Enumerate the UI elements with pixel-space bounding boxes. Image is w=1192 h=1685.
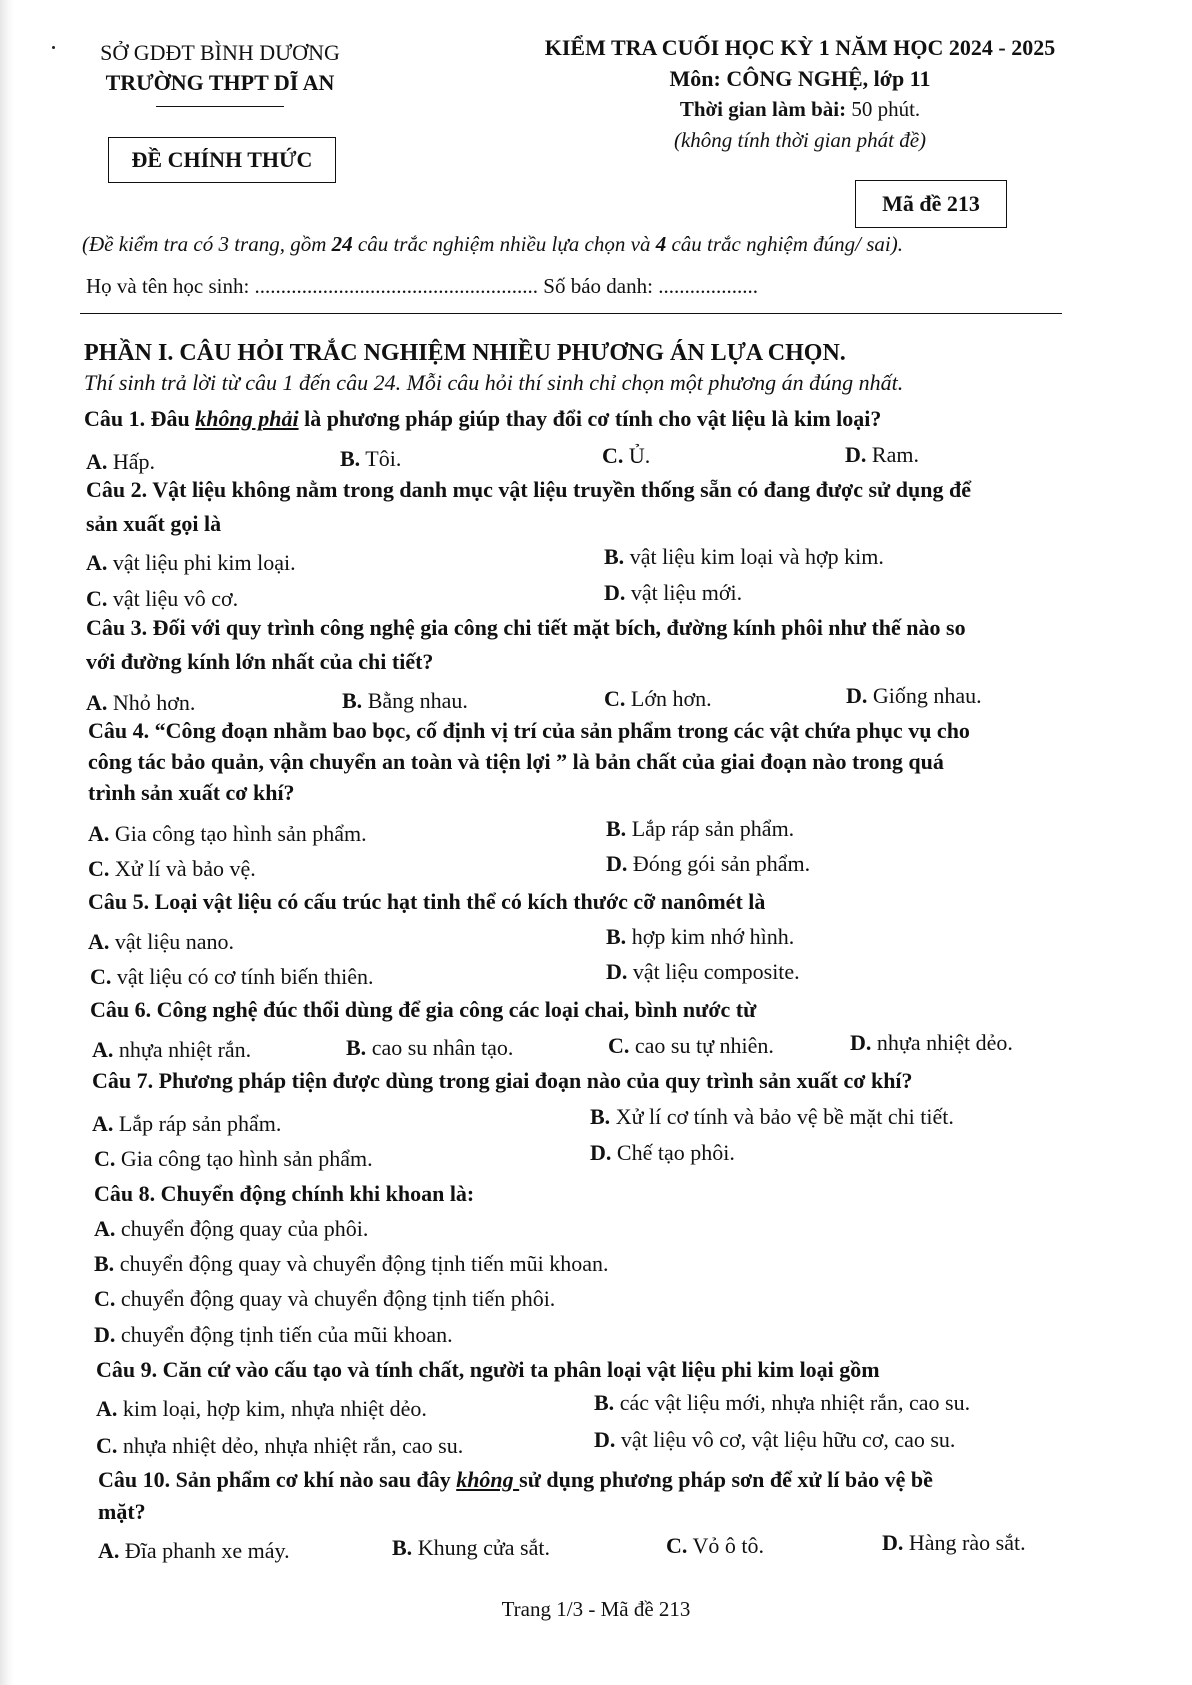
question-2: [86, 476, 1126, 538]
note-tf-count: 4: [655, 232, 667, 256]
option-key: B.: [392, 1535, 413, 1560]
option-text: Khung cửa sắt.: [417, 1535, 550, 1560]
question-line: trình sản xuất cơ khí?: [88, 780, 295, 805]
option-text: Bằng nhau.: [367, 688, 468, 713]
q4-option-b: [606, 816, 794, 842]
option-key: C.: [96, 1433, 118, 1458]
q1-option-b: [340, 446, 401, 472]
scan-edge: [0, 0, 14, 1685]
question-3: [86, 614, 1126, 676]
note-pages: 3 trang: [218, 232, 280, 256]
q8-option-b: [94, 1251, 608, 1277]
option-text: cao su nhân tạo.: [371, 1035, 514, 1060]
question-9: Câu 9. Căn cứ vào cấu tạo và tính chất, người ta phân loại vật liệu phi kim loại gồm: [96, 1357, 880, 1382]
option-text: Giống nhau.: [872, 683, 982, 708]
header-right: [500, 32, 1100, 156]
q5-option-d: [606, 959, 800, 985]
q1-option-c: [602, 443, 650, 469]
page-footer: Trang 1/3 - Mã đề 213: [501, 1597, 691, 1621]
option-text: nhựa nhiệt dẻo.: [876, 1030, 1013, 1055]
option-text: kim loại, hợp kim, nhựa nhiệt dẻo.: [122, 1396, 427, 1421]
option-key: B.: [606, 924, 627, 949]
q2-option-d: [604, 580, 742, 606]
option-text: Đóng gói sản phẩm.: [632, 851, 811, 876]
student-info-line: Họ và tên học sinh: ...................................................... Số báo danh: ...................: [86, 274, 758, 298]
q4-option-c: [88, 856, 256, 882]
time-line: [500, 94, 1100, 125]
note-text: , gồm: [279, 232, 332, 256]
scan-dot: [52, 46, 55, 49]
option-text: chuyển động quay và chuyển động tịnh tiến phôi.: [120, 1286, 556, 1311]
option-key: C.: [604, 686, 626, 711]
q3-option-a: [86, 690, 195, 716]
option-key: C.: [94, 1286, 116, 1311]
option-key: C.: [88, 856, 110, 881]
option-text: Xử lí cơ tính và bảo vệ bề mặt chi tiết.: [615, 1104, 954, 1129]
option-key: C.: [90, 964, 112, 989]
q7-option-b: [590, 1104, 954, 1130]
option-key: B.: [590, 1104, 611, 1129]
q4-option-d: [606, 851, 810, 877]
q9-option-d: [594, 1427, 955, 1453]
q9-option-c: [96, 1433, 463, 1459]
question-text: Câu 1. Đâu: [84, 406, 196, 431]
q9-option-a: [96, 1396, 427, 1422]
option-text: Lớn hơn.: [630, 686, 712, 711]
time-note: (không tính thời gian phát đề): [673, 128, 927, 152]
header-left: [80, 38, 360, 107]
time-value: 50 phút.: [851, 97, 921, 121]
subject-line: Môn: CÔNG NGHỆ, lớp 11: [669, 66, 931, 91]
question-7: Câu 7. Phương pháp tiện được dùng trong giai đoạn nào của quy trình sản xuất cơ khí?: [92, 1068, 913, 1093]
q10-option-c: [666, 1533, 764, 1559]
option-key: B.: [342, 688, 363, 713]
option-text: Xử lí và bảo vệ.: [114, 856, 256, 881]
q2-option-a: [86, 550, 296, 576]
question-10: [98, 1466, 1138, 1526]
option-key: A.: [88, 929, 110, 954]
option-key: B.: [346, 1035, 367, 1060]
q3-option-c: [604, 686, 712, 712]
q8-option-c: [94, 1286, 555, 1312]
option-text: các vật liệu mới, nhựa nhiệt rắn, cao su.: [619, 1390, 971, 1415]
question-6: Câu 6. Công nghệ đúc thổi dùng để gia công các loại chai, bình nước từ: [90, 997, 757, 1022]
option-key: A.: [88, 821, 110, 846]
option-key: A.: [86, 690, 108, 715]
q6-option-d: [850, 1030, 1013, 1056]
question-text: sử dụng phương pháp sơn để xử lí bảo vệ bề: [519, 1467, 933, 1492]
option-key: D.: [882, 1530, 904, 1555]
option-key: B.: [94, 1251, 115, 1276]
option-key: D.: [606, 959, 628, 984]
option-key: A.: [86, 449, 108, 474]
q3-option-d: [846, 683, 982, 709]
option-key: A.: [96, 1396, 118, 1421]
option-key: B.: [340, 446, 361, 471]
question-text: là phương pháp giúp thay đổi cơ tính cho vật liệu là kim loại?: [298, 406, 882, 431]
q4-option-a: [88, 821, 367, 847]
option-text: chuyển động quay của phôi.: [120, 1216, 369, 1241]
question-line: công tác bảo quản, vận chuyển an toàn và tiện lợi ” là bản chất của giai đoạn nào trong quá: [88, 749, 944, 774]
q1-option-a: [86, 449, 155, 475]
school-name: TRƯỜNG THPT DĨ AN: [105, 70, 335, 95]
option-text: Ủ.: [628, 443, 651, 468]
part-subtitle: Thí sinh trả lời từ câu 1 đến câu 24. Mỗi câu hỏi thí sinh chỉ chọn một phương án đúng nhất.: [84, 370, 904, 395]
option-text: vật liệu mới.: [630, 580, 743, 605]
option-text: Hàng rào sắt.: [908, 1530, 1026, 1555]
option-text: nhựa nhiệt dẻo, nhựa nhiệt rắn, cao su.: [122, 1433, 464, 1458]
q6-option-b: [346, 1035, 513, 1061]
option-text: Vỏ ô tô.: [692, 1533, 764, 1558]
q3-option-b: [342, 688, 468, 714]
option-text: Lắp ráp sản phẩm.: [118, 1111, 282, 1136]
q7-option-a: [92, 1111, 281, 1137]
option-key: A.: [92, 1111, 114, 1136]
option-key: D.: [590, 1140, 612, 1165]
q8-option-a: [94, 1216, 368, 1242]
option-text: vật liệu composite.: [632, 959, 800, 984]
option-text: Hấp.: [112, 449, 156, 474]
q6-option-a: [92, 1037, 251, 1063]
option-text: vật liệu kim loại và hợp kim.: [629, 544, 884, 569]
question-line: mặt?: [98, 1499, 146, 1524]
q7-option-d: [590, 1140, 735, 1166]
q9-option-b: [594, 1390, 970, 1416]
option-text: hợp kim nhớ hình.: [631, 924, 795, 949]
option-key: C.: [602, 443, 624, 468]
question-line: sản xuất gọi là: [86, 511, 222, 536]
option-text: Ram.: [871, 442, 919, 467]
option-key: C.: [666, 1533, 688, 1558]
option-text: vật liệu vô cơ.: [112, 586, 239, 611]
option-key: A.: [86, 550, 108, 575]
option-key: A.: [92, 1037, 114, 1062]
q10-option-a: [98, 1538, 290, 1564]
option-key: A.: [94, 1216, 116, 1241]
note-text: câu trắc nghiệm đúng/ sai).: [666, 232, 904, 256]
header-rule: [156, 106, 284, 107]
option-text: cao su tự nhiên.: [634, 1033, 774, 1058]
exam-note: [82, 232, 903, 257]
q5-option-b: [606, 924, 794, 950]
question-line: Câu 2. Vật liệu không nằm trong danh mục vật liệu truyền thống sẵn có đang được sử dụng để: [86, 477, 971, 502]
option-text: vật liệu phi kim loại.: [112, 550, 296, 575]
q10-option-d: [882, 1530, 1026, 1556]
exam-code-box: Mã đề 213: [855, 180, 1007, 228]
option-text: chuyển động tịnh tiến của mũi khoan.: [120, 1322, 453, 1347]
option-text: vật liệu vô cơ, vật liệu hữu cơ, cao su.: [620, 1427, 956, 1452]
option-key: C.: [86, 586, 108, 611]
q2-option-b: [604, 544, 884, 570]
option-key: B.: [604, 544, 625, 569]
option-key: D.: [846, 683, 868, 708]
option-text: Chế tạo phôi.: [616, 1140, 735, 1165]
q2-option-c: [86, 586, 238, 612]
option-text: vật liệu nano.: [114, 929, 235, 954]
q6-option-c: [608, 1033, 774, 1059]
option-text: Đĩa phanh xe máy.: [124, 1538, 290, 1563]
option-key: B.: [594, 1390, 615, 1415]
official-label-box: ĐỀ CHÍNH THỨC: [108, 137, 336, 183]
question-1: [84, 405, 1124, 433]
option-key: D.: [604, 580, 626, 605]
question-emphasis: không: [456, 1467, 520, 1492]
question-text: Câu 10. Sản phẩm cơ khí nào sau đây: [98, 1467, 457, 1492]
option-key: D.: [594, 1427, 616, 1452]
option-text: Gia công tạo hình sản phẩm.: [114, 821, 367, 846]
option-key: D.: [845, 442, 867, 467]
question-4: [88, 717, 1128, 807]
question-5: Câu 5. Loại vật liệu có cấu trúc hạt tinh thể có kích thước cỡ nanômét là: [88, 889, 766, 914]
time-label: Thời gian làm bài:: [679, 97, 847, 121]
question-8: Câu 8. Chuyển động chính khi khoan là:: [94, 1181, 475, 1206]
option-key: A.: [98, 1538, 120, 1563]
part-title: PHẦN I. CÂU HỎI TRẮC NGHIỆM NHIỀU PHƯƠNG ÁN LỰA CHỌN.: [84, 340, 846, 366]
question-line: với đường kính lớn nhất của chi tiết?: [86, 649, 434, 674]
option-text: Nhỏ hơn.: [112, 690, 196, 715]
exam-title: KIỂM TRA CUỐI HỌC KỲ 1 NĂM HỌC 2024 - 2025: [544, 35, 1056, 60]
q5-option-c: [90, 964, 374, 990]
question-emphasis: không phải: [195, 406, 299, 431]
option-key: D.: [850, 1030, 872, 1055]
question-line: Câu 3. Đối với quy trình công nghệ gia công chi tiết mặt bích, đường kính phôi như thế nào so: [86, 615, 966, 640]
option-text: chuyển động quay và chuyển động tịnh tiến mũi khoan.: [119, 1251, 609, 1276]
option-key: D.: [94, 1322, 116, 1347]
q5-option-a: [88, 929, 234, 955]
q1-option-d: [845, 442, 919, 468]
q7-option-c: [94, 1146, 373, 1172]
header-separator: [80, 313, 1062, 314]
q10-option-b: [392, 1535, 550, 1561]
q8-option-d: [94, 1322, 453, 1348]
note-mc-count: 24: [331, 232, 353, 256]
option-key: D.: [606, 851, 628, 876]
option-key: B.: [606, 816, 627, 841]
note-text: câu trắc nghiệm nhiều lựa chọn và: [352, 232, 656, 256]
option-text: Lắp ráp sản phẩm.: [631, 816, 795, 841]
question-line: Câu 4. “Công đoạn nhằm bao bọc, cố định vị trí của sản phẩm trong các vật chứa phục vụ cho: [88, 718, 970, 743]
option-text: vật liệu có cơ tính biến thiên.: [116, 964, 374, 989]
department-name: SỞ GDĐT BÌNH DƯƠNG: [100, 40, 340, 65]
option-text: nhựa nhiệt rắn.: [118, 1037, 252, 1062]
option-key: C.: [94, 1146, 116, 1171]
note-text: (Đề kiểm tra có: [82, 232, 219, 256]
option-key: C.: [608, 1033, 630, 1058]
option-text: Tôi.: [365, 446, 402, 471]
option-text: Gia công tạo hình sản phẩm.: [120, 1146, 373, 1171]
